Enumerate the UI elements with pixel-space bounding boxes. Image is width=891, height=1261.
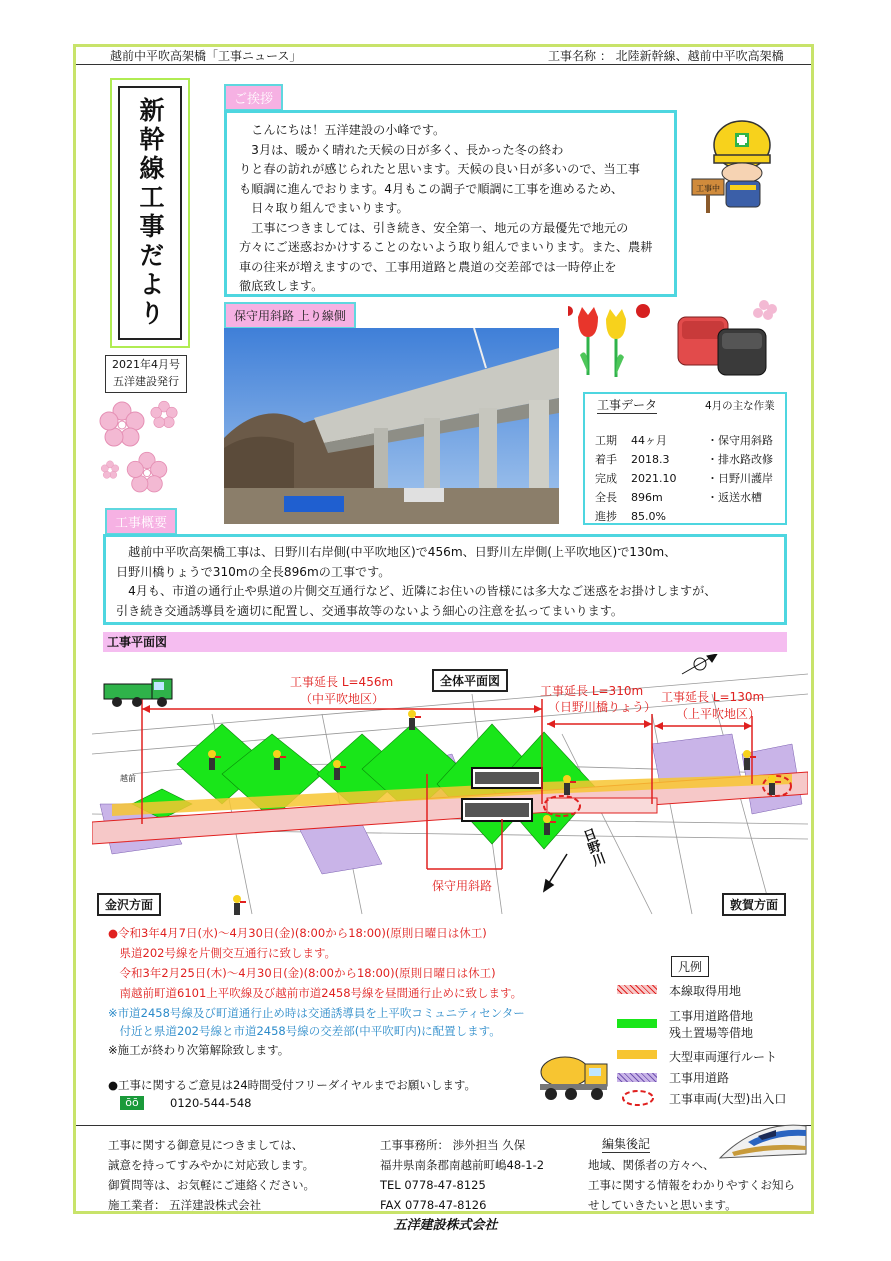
- editor-note-line: せしていきたいと思います。: [588, 1198, 737, 1212]
- greeting-line: 日々取り組んでまいります。: [239, 201, 409, 215]
- greeting-line: も順調に進んでおります。4月もこの調子で順調に工事を進めるため、: [239, 181, 624, 196]
- monthly-works-list: [707, 431, 773, 507]
- editor-note-text: [588, 1155, 795, 1215]
- legend-route: 大型車両運行ルート: [669, 1050, 778, 1064]
- project-data-label: 全長: [595, 491, 617, 504]
- newsletter-title-box: [110, 78, 190, 348]
- length-456-area: （中平吹地区）: [300, 692, 385, 706]
- project-data-row: [595, 450, 677, 469]
- project-data-value: 44ヶ月: [631, 434, 667, 447]
- editor-note-title: 編集後記: [602, 1137, 651, 1151]
- town-label: 越前: [120, 774, 136, 783]
- footer-left-line: 工事に関する御意見につきましては、: [108, 1138, 304, 1152]
- footer-mid-line: 工事事務所： 渉外担当 久保: [380, 1138, 526, 1152]
- length-130-area: （上平吹地区）: [676, 707, 761, 721]
- company-footer: 五洋建設株式会社: [393, 1218, 498, 1233]
- mixer-truck-icon: [535, 1050, 610, 1105]
- overview-line: 4月も、市道の通行止や県道の片側交互通行など、近隣にお住いの皆様には多大なご迷惑をお掛けしますが、: [116, 584, 717, 598]
- footer-left-line: 誠意を持ってすみやかに対応致します。: [108, 1158, 315, 1172]
- shinkansen-train-icon: [718, 1118, 808, 1164]
- notice-line-1: ●令和3年4月7日(水)～4月30日(金)(8:00から18:00)(原則日曜日は休工): [108, 926, 487, 940]
- project-data-value: 85.0%: [631, 510, 666, 523]
- tulips-and-school-bags-icon: [568, 295, 788, 385]
- greeting-tag: ご挨拶: [224, 84, 283, 111]
- footer-left-line: 施工業者： 五洋建設株式会社: [108, 1198, 262, 1212]
- issue-info: [105, 355, 187, 393]
- monthly-work-item: ・排水路改修: [707, 453, 773, 466]
- overview-box: [103, 534, 787, 625]
- overview-tag: 工事概要: [105, 508, 177, 535]
- notice-line-3: 令和3年2月25日(木)～4月30日(金)(8:00から18:00)(原則日曜日は休工): [108, 966, 496, 980]
- legend-land-2: 残土置場等借地: [669, 1026, 754, 1040]
- project-data-value: 2018.3: [631, 453, 670, 466]
- footer-left-line: 御質問等は、お気軽にご連絡ください。: [108, 1178, 315, 1192]
- project-data-row: [595, 488, 677, 507]
- legend-entrance-icon: [620, 1088, 656, 1108]
- newsletter-title: 新幹線工事だより: [136, 97, 165, 329]
- freedial-number: 0120-544-548: [170, 1096, 252, 1110]
- project-data-label: 完成: [595, 472, 617, 485]
- overview-line: 日野川橋りょうで310mの全長896mの工事です。: [116, 564, 391, 579]
- project-data-rows: [595, 431, 677, 526]
- legend-title: 凡例: [671, 956, 709, 977]
- plan-title-bar: 工事平面図: [103, 632, 787, 652]
- greeting-box: [224, 110, 677, 297]
- footer-office-info: [380, 1135, 544, 1215]
- footer-contact-notice: [108, 1135, 315, 1215]
- mascot-sign-text: 工事中: [696, 184, 720, 193]
- monthly-work-item: ・日野川護岸: [707, 472, 773, 485]
- project-data-row: [595, 469, 677, 488]
- legend-land-swatch: [617, 1019, 657, 1028]
- greeting-line: 工事につきましては、引き続き、安全第一、地元の方最優先で地元の: [239, 220, 629, 235]
- freedial-icon: ōō: [120, 1096, 144, 1110]
- project-data-label: 着手: [595, 453, 617, 466]
- notice-line-5: ※市道2458号線及び町道通行止め時は交通誘導員を上平吹コミュニティセンター: [108, 1006, 525, 1020]
- project-data-label: 工期: [595, 434, 617, 447]
- legend-work-road: 工事用道路: [669, 1071, 730, 1085]
- issue-date: 2021年4月号: [112, 358, 180, 371]
- bridge-photo: [224, 328, 559, 524]
- notice-line-8: ●工事に関するご意見は24時間受付フリーダイヤルまでお願いします。: [108, 1078, 476, 1092]
- sakura-flowers-icon: [92, 395, 192, 510]
- kanazawa-direction-label: 金沢方面: [97, 893, 161, 916]
- monthly-work-item: ・保守用斜路: [707, 434, 773, 447]
- header-left: 越前中平吹高架橋「工事ニュース」: [110, 49, 302, 63]
- greeting-line: 3月は、暖かく晴れた天候の日が多く、長かった冬の終わ: [239, 142, 564, 157]
- greeting-line: 方々にご迷惑おかけすることのないよう取り組んでまいります。また、農耕: [239, 240, 653, 254]
- project-data-title: 工事データ: [597, 398, 658, 412]
- north-arrow-icon: [682, 654, 717, 674]
- monthly-work-item: ・返送水槽: [707, 491, 762, 504]
- legend-entrance: 工事車両(大型)出入口: [669, 1092, 787, 1106]
- project-data-value: 896m: [631, 491, 663, 504]
- dump-truck-icon: [104, 679, 172, 707]
- editor-note-line: 工事に関する情報をわかりやすくお知ら: [588, 1178, 795, 1192]
- overview-line: 越前中平吹高架橋工事は、日野川右岸側(中平吹地区)で456m、日野川左岸側(上平吹地区)で130m、: [116, 545, 677, 559]
- header-right: 工事名称 ： 北陸新幹線、越前中平吹高架橋: [548, 49, 784, 63]
- project-data-row: [595, 431, 677, 450]
- greeting-text: [239, 121, 666, 297]
- length-310-area: （日野川橋りょう）: [548, 700, 657, 714]
- project-data-label: 進捗: [595, 510, 617, 523]
- footer-mid-line: TEL 0778-47-8125: [380, 1178, 486, 1192]
- overview-text: [116, 543, 778, 621]
- overview-line: 引き続き交通誘導員を適切に配置し、交通事故等のないよう細心の注意を払ってまいります。: [116, 603, 623, 618]
- length-310-label: 工事延長 L=310m: [540, 684, 644, 698]
- legend-route-swatch: [617, 1050, 657, 1059]
- greeting-line: 徹底致します。: [239, 279, 324, 293]
- tsuruga-direction-label: 敦賀方面: [722, 893, 786, 916]
- legend-land-1: 工事用道路借地: [669, 1009, 754, 1023]
- greeting-line: 車の往来が増えますので、工事用道路と農道の交差部では一時停止を: [239, 259, 617, 274]
- ramp-label: 保守用斜路: [432, 879, 493, 893]
- greeting-line: りと春の訪れが感じられたと思います。天候の良い日が多いので、当工事: [239, 162, 640, 176]
- overall-plan-label: 全体平面図: [432, 669, 508, 692]
- photo-label: 保守用斜路 上り線側: [224, 302, 356, 329]
- notice-line-7: ※施工が終わり次第解除致します。: [108, 1043, 290, 1057]
- editor-note-line: 地域、関係者の方々へ、: [588, 1158, 715, 1172]
- header-divider: [76, 64, 811, 65]
- legend-main-line: 本線取得用地: [669, 984, 742, 998]
- legend-land: [669, 1008, 753, 1042]
- greeting-line: こんにちは！五洋建設の小峰です。: [239, 123, 446, 137]
- monthly-works-title: 4月の主な作業: [705, 400, 775, 412]
- project-data-value: 2021.10: [631, 472, 677, 485]
- legend-work-road-swatch: [617, 1073, 657, 1082]
- notice-line-6: 付近と県道202号線と市道2458号線の交差部(中平吹町内)に配置します。: [108, 1024, 501, 1038]
- issue-publisher: 五洋建設発行: [113, 375, 179, 388]
- footer-mid-line: 福井県南条郡南越前町嶋48-1-2: [380, 1158, 545, 1172]
- notice-line-2: 県道202号線を片側交互通行に致します。: [108, 946, 337, 960]
- footer-mid-line: FAX 0778-47-8126: [380, 1198, 487, 1212]
- construction-worker-mascot-icon: [690, 115, 785, 215]
- project-data-row: [595, 507, 677, 526]
- notice-line-4: 南越前町道6101上平吹線及び越前市道2458号線を昼間通行止めに致します。: [108, 986, 523, 1000]
- length-130-label: 工事延長 L=130m: [661, 690, 765, 704]
- footer-divider: [76, 1125, 811, 1126]
- project-data-box: [583, 392, 787, 525]
- length-456-label: 工事延長 L=456m: [290, 675, 394, 689]
- legend-main-line-swatch: [617, 985, 657, 994]
- river-label: 日野川: [578, 826, 607, 869]
